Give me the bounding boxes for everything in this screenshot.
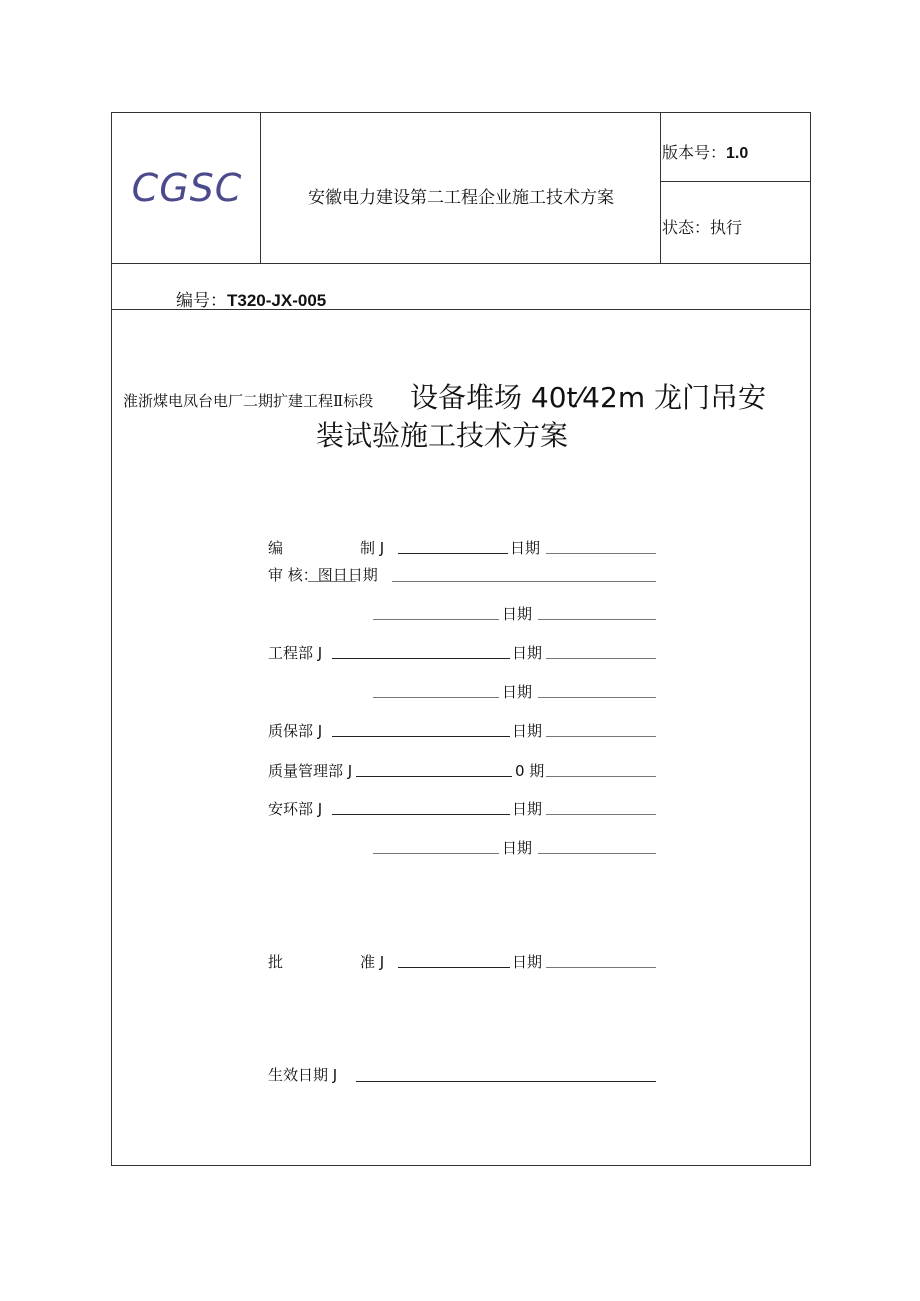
safety-date-line: [546, 814, 656, 815]
status-field: 状态：执行: [662, 218, 743, 237]
engineering-signature-line: [332, 658, 510, 659]
compile-signature-line: [398, 553, 508, 554]
compile-label-b: 制 J: [360, 539, 385, 557]
document-number-label: 编号：: [176, 291, 227, 311]
header-bottom-rule: [111, 263, 811, 264]
review-date-line: [392, 581, 656, 582]
review-underline: [308, 581, 356, 582]
safety2-signature-line: [373, 853, 499, 854]
project-name: 淮浙煤电凤台电厂二期扩建工程Ⅱ标段: [123, 392, 374, 410]
header-divider-left: [260, 112, 261, 264]
qm-label: 质量管理部 J: [268, 762, 353, 780]
engineering-date-line: [546, 658, 656, 659]
safety2-date-line: [538, 853, 656, 854]
effective-date-line: [356, 1081, 656, 1082]
safety2-date-label: 日期: [502, 839, 533, 857]
review2-date-line: [538, 619, 656, 620]
document-title-line-2: 装试验施工技术方案: [316, 419, 569, 452]
engineering-label: 工程部 J: [268, 644, 323, 662]
qm-date-label: 0 期: [515, 762, 545, 780]
approve-label-b: 准 J: [360, 953, 385, 971]
qm-signature-line: [356, 776, 512, 777]
qa-date-label: 日期: [512, 722, 543, 740]
qa-date-line: [546, 736, 656, 737]
document-frame: [111, 112, 811, 1166]
version-field: [662, 140, 748, 163]
approve-signature-line: [398, 967, 510, 968]
effective-date-label: 生效日期 J: [268, 1066, 338, 1084]
version-value: 1.0: [726, 145, 749, 162]
document-title-line-1: 设备堆场 40t⁄42m 龙门吊安: [410, 381, 766, 414]
qa-signature-line: [332, 736, 510, 737]
safety-date-label: 日期: [512, 800, 543, 818]
review-label: 审 核：图日日期: [268, 566, 378, 584]
company-logo: CGSC: [131, 166, 243, 210]
approve-label-a: 批: [268, 953, 284, 971]
review2-signature-line: [373, 619, 499, 620]
engineering2-date-label: 日期: [502, 683, 533, 701]
compile-date-line: [546, 553, 656, 554]
header-meta-divider: [660, 181, 811, 182]
qa-label: 质保部 J: [268, 722, 323, 740]
safety-label: 安环部 J: [268, 800, 323, 818]
engineering2-signature-line: [373, 697, 499, 698]
approve-date-line: [546, 967, 656, 968]
document-number: [176, 286, 326, 311]
compile-date-label: 日期: [510, 539, 541, 557]
engineering2-date-line: [538, 697, 656, 698]
version-label: 版本号：: [662, 143, 727, 162]
document-number-value: T320-JX-005: [227, 291, 327, 310]
safety-signature-line: [332, 814, 510, 815]
review2-date-label: 日期: [502, 605, 533, 623]
header-divider-right: [660, 112, 661, 264]
qm-date-line: [546, 776, 656, 777]
company-title: 安徽电力建设第二工程企业施工技术方案: [308, 188, 614, 208]
compile-label-a: 编: [268, 539, 284, 557]
engineering-date-label: 日期: [512, 644, 543, 662]
approve-date-label: 日期: [512, 953, 543, 971]
